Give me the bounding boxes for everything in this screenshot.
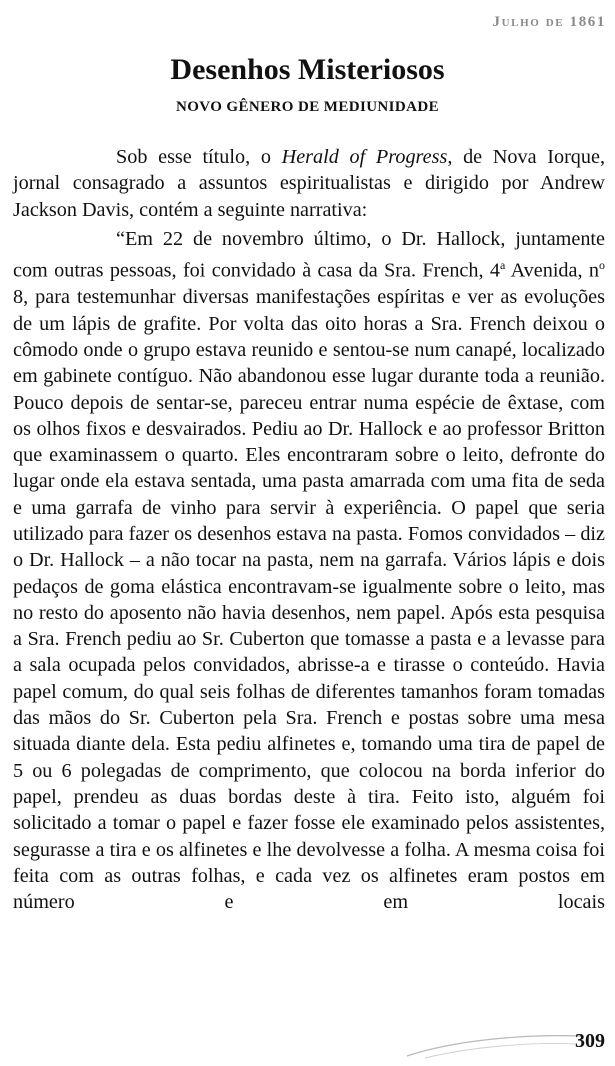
running-head: Julho de 1861	[492, 14, 606, 30]
narrative-part-2: Avenida, n	[505, 260, 599, 283]
narrative-part-1: “Em 22 de novembro último, o Dr. Hallock, juntamente com outras pessoas, foi convidado à casa da Sra. French, 4	[13, 228, 605, 283]
intro-text-before: Sob esse título, o	[116, 146, 282, 168]
ordinal-a: a	[500, 258, 506, 273]
page-swash-ornament	[405, 1026, 585, 1062]
paragraph-narrative	[13, 226, 605, 915]
page-number: 309	[575, 1030, 605, 1052]
publication-name: Herald of Progress	[281, 146, 448, 168]
narrative-part-3: 8, para testemunhar diversas manifestações espíritas e ver as evoluções de um lápis de grafite. Por volta das oito horas a Sra. French deixou o cômodo onde o grupo estava reunido e sentou-se num canapé, localizado em gabinete contíguo. Não abandonou esse lugar durante toda a reunião. Pouco depois de sentar-se, pareceu entrar numa espécie de êxtase, com os olhos fixos e desvairados. Pediu ao Dr. Hallock e ao professor Britton que examinassem o quarto. Eles encontraram sobre o leito, defronte do lugar onde ela estava sentada, uma pasta amarrada com uma fita de seda e uma garrafa de vinho para servir à experiência. O papel que seria utilizado para fazer os desenhos estava na pasta. Fomos convidados – diz o Dr. Hallock – a não tocar na pasta, nem na garrafa. Vários lápis e dois pedaços de goma elástica encontravam-se igualmente sobre o leito, mas no resto do aposento não havia desenhos, nem papel. Após esta pesquisa a Sra. French pediu ao Sr. Cuberton que tomasse a pasta e a levasse para a sala ocupada pelos convidados, abrisse-a e tirasse o conteúdo. Havia papel comum, do qual seis folhas de diferentes tamanhos foram tomadas das mãos do Sr. Cuberton pela Sra. French e postas sobre uma mesa situada diante dela. Esta pediu alfinetes e, tomando uma tira de papel de 5 ou 6 polegadas de comprimento, que colocou na borda inferior do papel, prendeu as duas bordas deste à tira. Feito isto, alguém foi solicitado a tomar o papel e fazer fosse ele examinado pelos assistentes, segurasse a tira e os alfinetes e lhe devolvesse a folha. A mesma coisa foi feita com as outras folhas, e cada vez os alfinetes eram postos em número e em locais	[13, 286, 605, 914]
chapter-subtitle: NOVO GÊNERO DE MEDIUNIDADE	[175, 99, 440, 115]
paragraph-intro	[13, 144, 605, 223]
chapter-title: Desenhos Misteriosos	[170, 53, 445, 86]
intro-text-after: , de Nova Iorque, jornal consagrado a assuntos espiritualistas e dirigido por Andrew Jackson Davis, contém a seguinte narrativa:	[13, 146, 605, 221]
ordinal-o: o	[599, 258, 605, 273]
